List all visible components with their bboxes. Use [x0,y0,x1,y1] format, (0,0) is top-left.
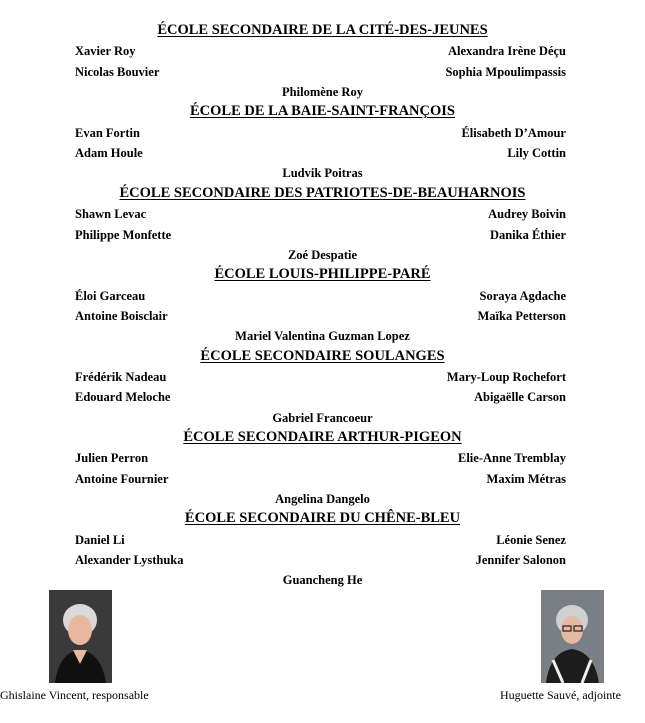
student-name-right: Alexandra Irène Déçu [447,44,566,59]
staff-caption-left: Ghislaine Vincent, responsable [0,688,149,702]
school-heading: ÉCOLE SECONDAIRE DES PATRIOTES-DE-BEAUHARNOIS [119,184,526,201]
student-name-left: Edouard Meloche [75,390,171,405]
student-name-center: Zoé Despatie [287,247,358,262]
school-heading: ÉCOLE SECONDAIRE ARTHUR-PIGEON [183,429,462,445]
student-name-right: Élisabeth D’Amour [461,125,566,140]
student-name-left: Alexander Lysthuka [75,553,184,568]
staff-photo-right [541,590,604,683]
student-row [75,63,566,81]
student-row [75,205,566,223]
student-name-right: Danika Éthier [489,227,566,242]
student-name-left: Antoine Boisclair [75,308,168,323]
student-name-left: Nicolas Bouvier [75,64,160,79]
student-name-right: Audrey Boivin [488,207,566,222]
student-row [75,226,566,244]
student-row [75,144,566,162]
student-name-right: Maxim Métras [486,471,566,486]
student-name-right: Abigaëlle Carson [473,390,566,405]
student-name-left: Shawn Levac [75,207,147,222]
student-name-center: Gabriel Francoeur [272,410,373,425]
student-name-left: Evan Fortin [75,125,140,140]
staff-photo-left [49,590,112,683]
student-name-left: Xavier Roy [75,44,136,59]
student-name-center: Mariel Valentina Guzman Lopez [235,329,410,344]
student-row [75,124,566,142]
school-heading: ÉCOLE SECONDAIRE DU CHÊNE-BLEU [184,510,461,527]
student-row [75,531,566,549]
school-heading: ÉCOLE SECONDAIRE DE LA CITÉ-DES-JEUNES [157,22,488,38]
student-row [75,470,566,488]
student-name-right: Maïka Petterson [477,308,566,323]
student-name-left: Adam Houle [75,146,143,161]
student-name-right: Elie-Anne Tremblay [458,451,566,466]
student-row [75,42,566,60]
school-heading: ÉCOLE DE LA BAIE-SAINT-FRANÇOIS [190,103,455,120]
student-row [75,307,566,325]
student-name-left: Philippe Monfette [75,227,172,242]
student-name-right: Léonie Senez [496,532,566,547]
student-name-center: Philomène Roy [282,85,363,100]
student-name-right: Lily Cottin [507,146,566,161]
student-name-center: Angelina Dangelo [275,492,370,507]
school-heading: ÉCOLE LOUIS-PHILIPPE-PARÉ [214,266,431,283]
school-heading: ÉCOLE SECONDAIRE SOULANGES [200,347,445,364]
student-row [75,449,566,467]
student-name-left: Daniel Li [75,532,125,547]
student-name-left: Éloi Garceau [75,288,146,303]
student-name-right: Soraya Agdache [479,288,566,303]
student-name-left: Julien Perron [75,451,149,466]
student-name-left: Antoine Fournier [75,471,169,486]
student-name-left: Frédérik Nadeau [75,369,167,384]
student-name-center: Guancheng He [282,573,363,588]
student-row [75,551,566,569]
student-row [75,388,566,406]
staff-caption-right: Huguette Sauvé, adjointe [500,688,621,702]
student-name-right: Jennifer Salonon [475,553,566,568]
student-row [75,368,566,386]
student-name-right: Mary-Loup Rochefort [446,369,566,384]
student-row [75,287,566,305]
student-name-right: Sophia Mpoulimpassis [445,64,566,79]
student-name-center: Ludvik Poitras [282,166,363,181]
